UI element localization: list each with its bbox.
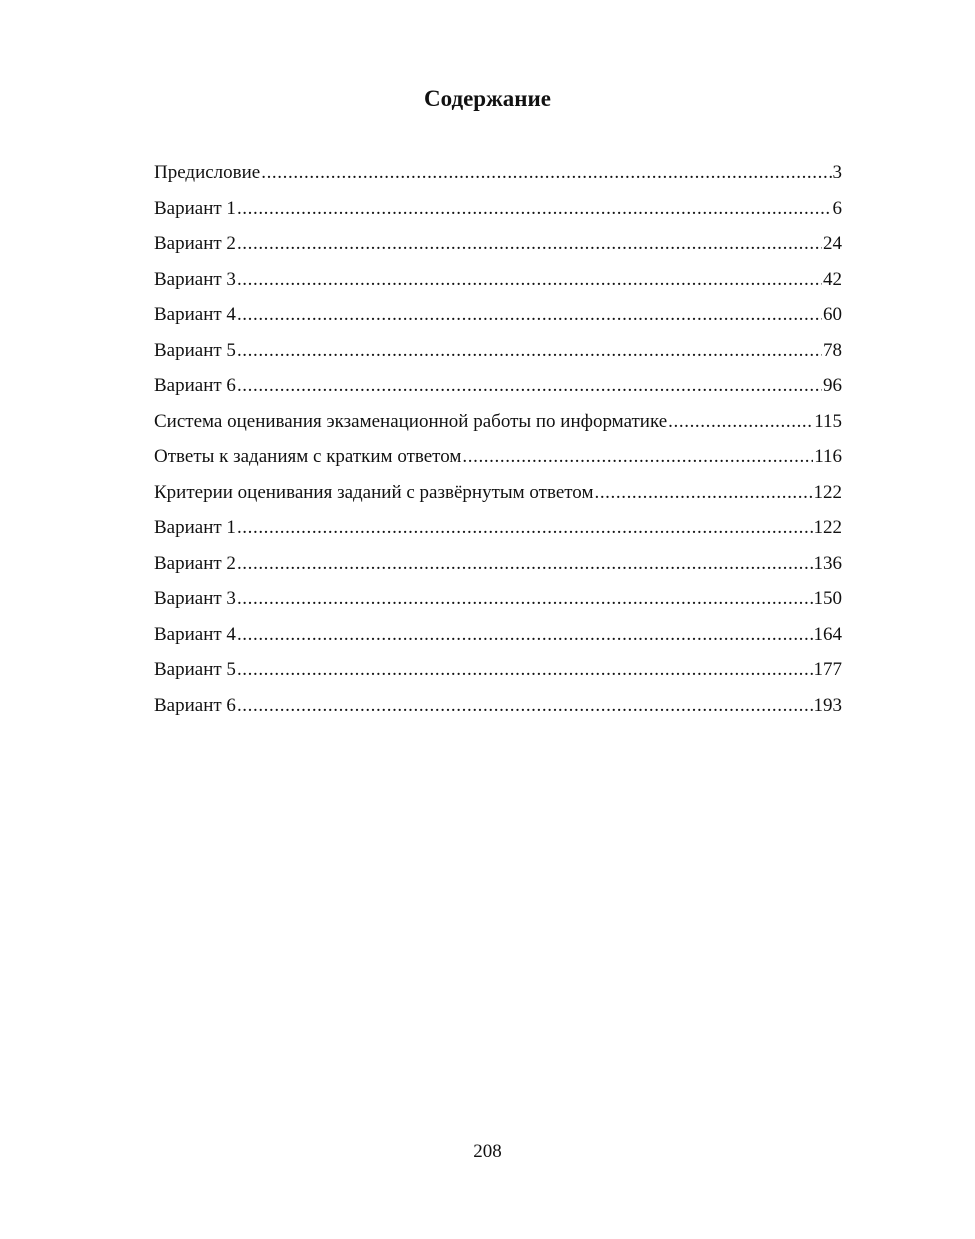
dot-leader	[237, 548, 813, 580]
toc-entry-variant-3[interactable]	[154, 264, 842, 300]
toc-entry-label: Вариант 1	[154, 517, 236, 538]
toc-entry-variant-2[interactable]	[154, 228, 842, 264]
toc-entry-criteria-variant-2[interactable]	[154, 548, 842, 584]
toc-entry-label: Вариант 2	[154, 233, 236, 254]
dot-leader	[237, 264, 822, 296]
toc-entry-page: 42	[823, 268, 842, 290]
toc-entry-variant-5[interactable]	[154, 335, 842, 371]
toc-entry-label: Вариант 3	[154, 588, 236, 609]
dot-leader	[237, 228, 822, 260]
toc-entry-variant-6[interactable]	[154, 370, 842, 406]
dot-leader	[237, 370, 822, 402]
dot-leader	[668, 406, 813, 438]
dot-leader	[237, 512, 813, 544]
dot-leader	[594, 477, 812, 509]
page-title: Содержание	[424, 86, 551, 111]
toc-entry-variant-4[interactable]	[154, 299, 842, 335]
toc-entry-label: Критерии оценивания заданий с развёрнутым ответом	[154, 481, 594, 503]
toc-entry-label: Предисловие	[154, 162, 261, 183]
toc-entry-page: 60	[823, 304, 842, 325]
toc-entry-grading-system[interactable]	[154, 406, 842, 442]
toc-entry-criteria-variant-5[interactable]	[154, 654, 842, 690]
toc-entry-page: 193	[813, 694, 842, 716]
toc-entry-label: Вариант 6	[154, 375, 236, 396]
toc-entry-extended-criteria[interactable]	[154, 477, 842, 513]
toc-entry-label: Вариант 2	[154, 552, 236, 574]
toc-entry-page: 122	[813, 517, 842, 538]
dot-leader	[237, 690, 813, 722]
toc-entry-page: 3	[832, 162, 842, 183]
toc-entry-label: Вариант 3	[154, 268, 236, 290]
toc-entry-label: Вариант 6	[154, 694, 236, 716]
dot-leader	[237, 335, 822, 367]
toc-entry-page: 116	[814, 446, 842, 467]
table-of-contents	[154, 157, 842, 725]
toc-entry-page: 177	[813, 659, 842, 680]
toc-entry-label: Ответы к заданиям с кратким ответом	[154, 446, 462, 467]
toc-entry-label: Вариант 5	[154, 339, 236, 361]
toc-entry-page: 136	[813, 552, 842, 574]
dot-leader	[261, 157, 831, 189]
toc-entry-criteria-variant-4[interactable]	[154, 619, 842, 655]
dot-leader	[237, 583, 813, 615]
toc-entry-preface[interactable]	[154, 157, 842, 193]
dot-leader	[237, 299, 822, 331]
dot-leader	[237, 654, 813, 686]
toc-entry-label: Вариант 5	[154, 659, 236, 680]
dot-leader	[462, 441, 813, 473]
toc-entry-criteria-variant-1[interactable]	[154, 512, 842, 548]
toc-entry-criteria-variant-6[interactable]	[154, 690, 842, 726]
toc-entry-criteria-variant-3[interactable]	[154, 583, 842, 619]
toc-entry-variant-1[interactable]	[154, 193, 842, 229]
toc-entry-label: Вариант 4	[154, 304, 236, 325]
toc-entry-label: Вариант 4	[154, 623, 236, 645]
toc-entry-page: 96	[823, 375, 842, 396]
dot-leader	[237, 619, 813, 651]
dot-leader	[237, 193, 832, 225]
toc-entry-label: Система оценивания экзаменационной работы по информатике	[154, 410, 668, 432]
toc-entry-page: 164	[813, 623, 842, 645]
toc-entry-page: 6	[832, 197, 842, 219]
toc-entry-page: 78	[823, 339, 842, 361]
page-number: 208	[473, 1141, 502, 1162]
toc-entry-page: 115	[814, 410, 842, 432]
toc-entry-page: 122	[813, 481, 842, 503]
toc-entry-label: Вариант 1	[154, 197, 236, 219]
toc-entry-page: 24	[823, 233, 842, 254]
toc-entry-short-answers[interactable]	[154, 441, 842, 477]
toc-entry-page: 150	[813, 588, 842, 609]
